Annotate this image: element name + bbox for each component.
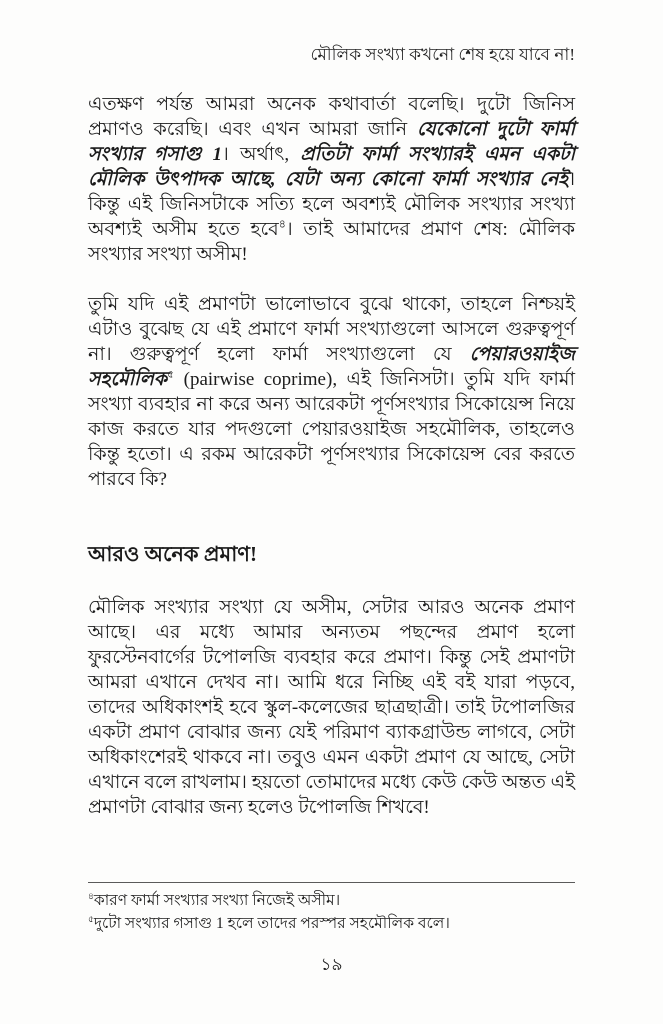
text-run: মৌলিক সংখ্যার সংখ্যা যে অসীম, সেটার আরও অনেক প্রমাণ আছে। এর মধ্যে আমার অন্যতম পছন্দের প্রমাণ হলো ফুরস্টেনবার্গের টপোলজি ব্যবহার করে প্রমাণ। কিন্তু সেই প্রমাণটা আমরা এখানে দেখব না। আমি ধরে নিচ্ছি এই বই যারা পড়বে, তাদের অধিকাংশই হবে স্কুল-কলেজের ছাত্রছাত্রী। তাই টপোলজির একটা প্রমাণ বোঝার জন্য যেই পরিমাণ ব্যাকগ্রাউন্ড লাগবে, সেটা অধিকাংশেরই থাকবে না। তবুও এমন একটা প্রমাণ যে আছে, সেটা এখানে বলে রাখলাম। হয়তো তোমাদের মধ্যে কেউ কেউ অন্তত এই প্রমাণটা বোঝার জন্য হলেও টপোলজি শিখবে!	[88, 597, 575, 818]
page-number: ১৯	[320, 955, 343, 974]
body-text-column	[88, 92, 575, 820]
running-header: মৌলিক সংখ্যা কখনো শেষ হয়ে যাবে না!	[310, 45, 575, 64]
footnote-marker: ৫	[167, 368, 175, 381]
text-run: এতক্ষণ পর্যন্ত আমরা অনেক কথাবার্তা বলেছি। দুটো জিনিস প্রমাণও করেছি। এবং এখন আমরা জানি	[88, 94, 575, 140]
emphasis-text: পেয়ারওয়াইজ সহমৌলিক	[88, 344, 575, 390]
footnote-2	[88, 912, 575, 935]
emphasis-text: প্রতিটা ফার্মা সংখ্যারই এমন একটা মৌলিক উৎপাদক আছে, যেটা অন্য কোনো ফার্মা সংখ্যার নেই	[88, 144, 575, 190]
paragraph-3	[88, 595, 575, 820]
section-heading: আরও অনেক প্রমাণ!	[88, 542, 257, 566]
text-run: । কিন্তু এই জিনিসটাকে সত্যি হলে অবশ্যই মৌলিক সংখ্যার সংখ্যা অবশ্যই অসীম হতে হবে	[88, 169, 575, 240]
footnote-marker: ৪	[88, 890, 94, 901]
paragraph-2	[88, 292, 575, 492]
text-run: । তাই আমাদের প্রমাণ শেষ: মৌলিক সংখ্যার সংখ্যা অসীম!	[88, 219, 575, 265]
text-run: দুটো সংখ্যার গসাগু 1 হলে তাদের পরস্পর সহমৌলিক বলে।	[93, 915, 450, 932]
paragraph-1	[88, 92, 575, 267]
text-run: কারণ ফার্মা সংখ্যার সংখ্যা নিজেই অসীম।	[93, 892, 341, 909]
footnote-area	[88, 882, 575, 935]
emphasis-text: যেকোনো দুটো ফার্মা সংখ্যার গসাগু 1	[88, 119, 575, 165]
footnote-1	[88, 889, 575, 912]
text-run: (pairwise coprime), এই জিনিসটা। তুমি যদি ফার্মা সংখ্যা ব্যবহার না করে অন্য আরেকটা পূর্ণসংখ্যার সিকোয়েন্স নিয়ে কাজ করতে যার পদগুলো পেয়ারওয়াইজ সহমৌলিক, তাহলেও কিন্তু হতো। এ রকম আরেকটা পূর্ণসংখ্যার সিকোয়েন্স বের করতে পারবে কি?	[88, 369, 575, 490]
footnote-divider	[88, 882, 575, 883]
footnote-marker: ৫	[88, 913, 94, 924]
text-run: । অর্থাৎ,	[221, 144, 301, 165]
text-run: তুমি যদি এই প্রমাণটা ভালোভাবে বুঝে থাকো, তাহলে নিশ্চয়ই এটাও বুঝেছ যে এই প্রমাণে ফার্মা সংখ্যাগুলো আসলে গুরুত্বপূর্ণ না। গুরুত্বপূর্ণ হলো ফার্মা সংখ্যাগুলো যে	[88, 294, 575, 365]
footnote-marker: ৪	[278, 218, 286, 231]
